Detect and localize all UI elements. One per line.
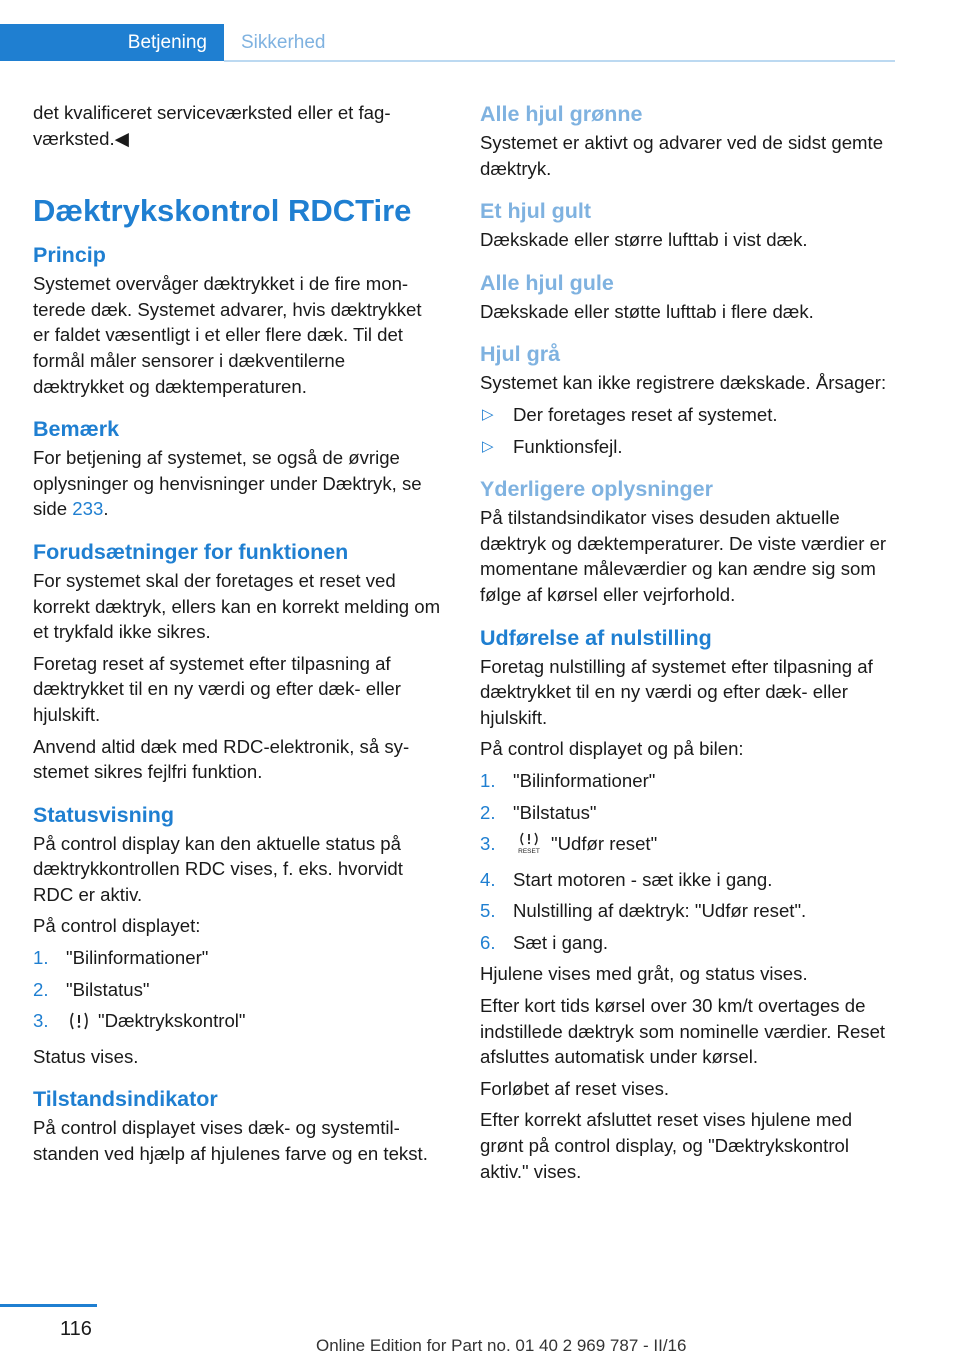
heading-alle-hjul-gule: Alle hjul gule: [480, 270, 614, 295]
step-number: 1.: [33, 947, 49, 969]
heading-tilstandsindikator: Tilstandsindikator: [33, 1087, 218, 1112]
step-number: 2.: [33, 978, 49, 1000]
step-number: 4.: [480, 868, 496, 890]
udf-p3: Hjulene vises med gråt, og status vises.: [480, 963, 808, 985]
bullet-text: Der foretages reset af systemet.: [513, 403, 778, 425]
tire-warning-icon: [68, 1011, 90, 1038]
onegul-text: Dækskade eller større lufttab i vist dæk.: [480, 229, 808, 251]
step-number: 6.: [480, 931, 496, 953]
step-text: "Dæktrykskontrol": [98, 1010, 246, 1032]
forud-p3: Anvend altid dæk med RDC-elektronik, så systemet sikres fejlfri funktion.: [33, 735, 410, 783]
udf-p4: Efter kort tids kørsel over 30 km/t overtages de indstillede dæktryk som nominelle værdier. Reset afsluttes automatisk under kørsel.: [480, 995, 886, 1068]
yder-text: På tilstandsindikator vises desuden aktuelle dæktryk og dæktemperaturer. De viste værdier er momentane måleværdier og kan ændre sig som følge af kørsel eller vejrforhold.: [480, 507, 887, 605]
footer-rule: [0, 1304, 97, 1307]
status-steps: [33, 945, 441, 1038]
step-text: "Bilstatus": [513, 801, 597, 823]
step-number: 2.: [480, 801, 496, 823]
step-text: Nulstilling af dæktryk: "Udfør reset".: [513, 900, 807, 922]
forud-p2: Foretag reset af systemet efter tilpasning af dæktrykket til en ny værdi og efter dæk- eller hjulskift.: [33, 652, 401, 725]
heading-alle-hjul-groenne: Alle hjul grønne: [480, 102, 643, 126]
list-item: [480, 831, 898, 861]
step-text: "Bilinformationer": [66, 947, 209, 969]
allgul-text: Dækskade eller støtte lufttab i flere dæk.: [480, 300, 814, 322]
step-text: "Udfør reset": [551, 833, 658, 855]
right-column: [480, 100, 898, 1190]
heading-yderligere-oplysninger: Yderligere oplysninger: [480, 477, 713, 502]
graa-text: Systemet kan ikke registrere dækskade. Årsager:: [480, 372, 887, 394]
step-text: "Bilinformationer": [513, 769, 656, 791]
bullet-text: Funktionsfejl.: [513, 435, 623, 457]
list-item: [480, 898, 898, 924]
list-item: [33, 977, 441, 1003]
reset-icon-label: RESET: [518, 848, 540, 855]
heading-udfoerelse-af-nulstilling: Udførelse af nulstilling: [480, 625, 712, 650]
list-item: [480, 930, 898, 956]
udf-p5: Forløbet af reset vises.: [480, 1077, 670, 1099]
bemaerk-text-a: For betjening af systemet, se også de øvrige oplysninger og henvisninger under Dæktryk, se side: [33, 447, 422, 520]
bullet-triangle-icon: ▷: [482, 437, 494, 455]
status-after: Status vises.: [33, 1045, 139, 1067]
page-title: Dæktrykskontrol RDCTire: [33, 193, 412, 229]
page-link-233[interactable]: 233: [72, 498, 104, 520]
heading-bemaerk: Bemærk: [33, 417, 120, 442]
bullet-triangle-icon: ▷: [482, 405, 494, 423]
tab-bar: [0, 24, 895, 62]
udf-steps: [480, 768, 898, 956]
green-text: Systemet er aktivt og advarer ved de sidst gemte dæktryk.: [480, 132, 884, 179]
step-text: Sæt i gang.: [513, 931, 609, 953]
status-p1: På control display kan den aktuelle status på dæktrykkontrollen RDC vises, f. eks. hvorvidt RDC er aktiv.: [33, 832, 403, 905]
status-p2: På control displayet:: [33, 915, 201, 937]
step-number: 3.: [33, 1010, 49, 1032]
udf-p1: Foretag nulstilling af systemet efter tilpasning af dæktrykket til en ny værdi og efter dæk- eller hjulskift.: [480, 655, 873, 728]
list-item: [480, 402, 898, 428]
edition-note: Online Edition for Part no. 01 40 2 969 787 - II/16: [316, 1336, 687, 1355]
udf-p2: På control displayet og på bilen:: [480, 738, 744, 760]
list-item: [480, 768, 898, 794]
heading-princip: Princip: [33, 243, 106, 268]
page-number: 116: [60, 1318, 92, 1340]
heading-hjul-graa: Hjul grå: [480, 342, 561, 367]
bemaerk-text-b: .: [103, 498, 109, 520]
step-text: Start motoren - sæt ikke i gang.: [513, 868, 773, 890]
step-number: 5.: [480, 900, 496, 922]
step-number: 1.: [480, 769, 496, 791]
list-item: [33, 945, 441, 971]
list-item: [480, 867, 898, 893]
tab-sikkerhed[interactable]: Sikkerhed: [241, 31, 326, 53]
graa-bullets: [480, 402, 898, 459]
heading-forudsaetninger: Forudsætninger for funktionen: [33, 539, 349, 564]
intro-text: det kvalificeret serviceværksted eller et fagværksted.◀: [33, 102, 391, 149]
tilstand-text: På control displayet vises dæk- og systemtilstanden ved hjælp af hjulenes farve og en tekst.: [33, 1117, 428, 1165]
list-item: [480, 434, 898, 460]
tab-underline: [224, 60, 895, 62]
list-item: [33, 1008, 441, 1038]
heading-et-hjul-gult: Et hjul gult: [480, 199, 592, 224]
bemaerk-text: [33, 445, 441, 522]
forud-p1: For systemet skal der foretages et reset ved korrekt dæktryk, ellers kan en korrekt melding om et trykfald ikke sikres.: [33, 569, 441, 643]
princip-text: Systemet overvåger dæktrykket i de fire monterede dæk. Systemet advarer, hvis dæktrykket er faldet væsentligt i et eller flere dæk. Til det formål måler sensorer i dækventilerne dæktrykket og dæktemperaturen.: [33, 273, 422, 397]
list-item: [480, 800, 898, 826]
heading-statusvisning: Statusvisning: [33, 802, 174, 827]
step-number: 3.: [480, 833, 496, 855]
step-text: "Bilstatus": [66, 978, 150, 1000]
udf-p6: Efter korrekt afsluttet reset vises hjulene med grønt på control display, og "Dæktrykskontrol aktiv." vises.: [480, 1109, 853, 1182]
tire-reset-icon: [515, 832, 543, 861]
tab-betjening[interactable]: Betjening: [0, 24, 224, 61]
left-column: [33, 100, 441, 1173]
